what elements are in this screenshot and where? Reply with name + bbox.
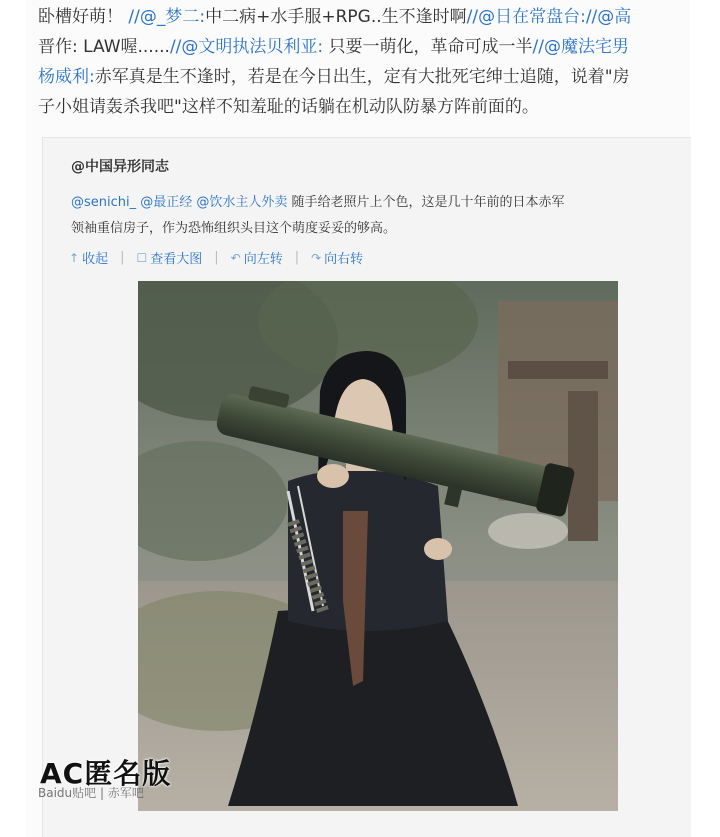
repost-text [71,190,671,242]
image-icon: ☐ [136,250,148,265]
user-mention-link[interactable]: //@魔法宅男 [532,37,629,57]
arrow-up-icon: ↑ [69,250,80,265]
post-image[interactable] [138,281,618,811]
watermark-logo: AC匿名版 [40,757,172,790]
rotate-right-button-label: 向右转 [324,252,364,267]
rotate-right-icon: ↷ [311,250,322,265]
rotate-left-button[interactable] [231,248,283,267]
post-line [38,92,690,122]
view-large-button-label: 查看大图 [150,252,203,267]
user-mention-link[interactable]: //@日在常盘台: [466,7,586,27]
rotate-right-button[interactable] [311,248,363,267]
post-text-segment: 晋作: LAW喔...... [38,37,170,57]
view-large-button[interactable] [136,248,202,267]
repost-text-line1: 随手给老照片上个色，这是几十年前的日本赤军 [287,195,565,210]
post-body [38,2,690,122]
post-text-segment: 只要一萌化，革命可成一半 [323,37,533,57]
toolbar-separator: | [214,250,219,265]
image-toolbar [69,248,363,267]
repost-mentions[interactable]: @senichi_ @最正经 @饮水主人外卖 [71,195,288,210]
repost-box [42,137,691,837]
watermark-caption: Baidu贴吧 | 赤军吧 [38,786,144,800]
post-text-segment: 卧槽好萌！ [38,7,129,27]
collapse-button-label: 收起 [82,252,109,267]
post-text-segment: 赤军真是生不逢时，若是在今日出生，定有大批死宅绅士追随，说着"房 [94,67,630,87]
user-mention-link[interactable]: //@_梦二: [128,7,206,27]
repost-text-line2: 领袖重信房子，作为恐怖组织头目这个萌度妥妥的够高。 [71,221,397,236]
rotate-left-icon: ↶ [230,250,241,265]
post-line [38,62,690,92]
user-mention-link[interactable]: //@高 [585,7,632,27]
toolbar-separator: | [120,250,125,265]
post-text-segment: 中二病+水手服+RPG..生不逢时啊 [205,7,467,27]
toolbar-separator: | [294,250,300,265]
photo-illustration [138,281,618,811]
post-line [38,2,690,32]
collapse-button[interactable] [69,248,108,267]
user-mention-link[interactable]: //@文明执法贝利亚: [169,37,324,57]
rotate-left-button-label: 向左转 [243,252,283,267]
user-mention-link[interactable]: 杨威利: [38,67,95,87]
repost-author[interactable]: @中国异形同志 [71,159,169,175]
post-text-segment: 子小姐请轰杀我吧"这样不知羞耻的话躺在机动队防暴方阵前面的。 [38,97,539,117]
post-line [38,32,690,62]
